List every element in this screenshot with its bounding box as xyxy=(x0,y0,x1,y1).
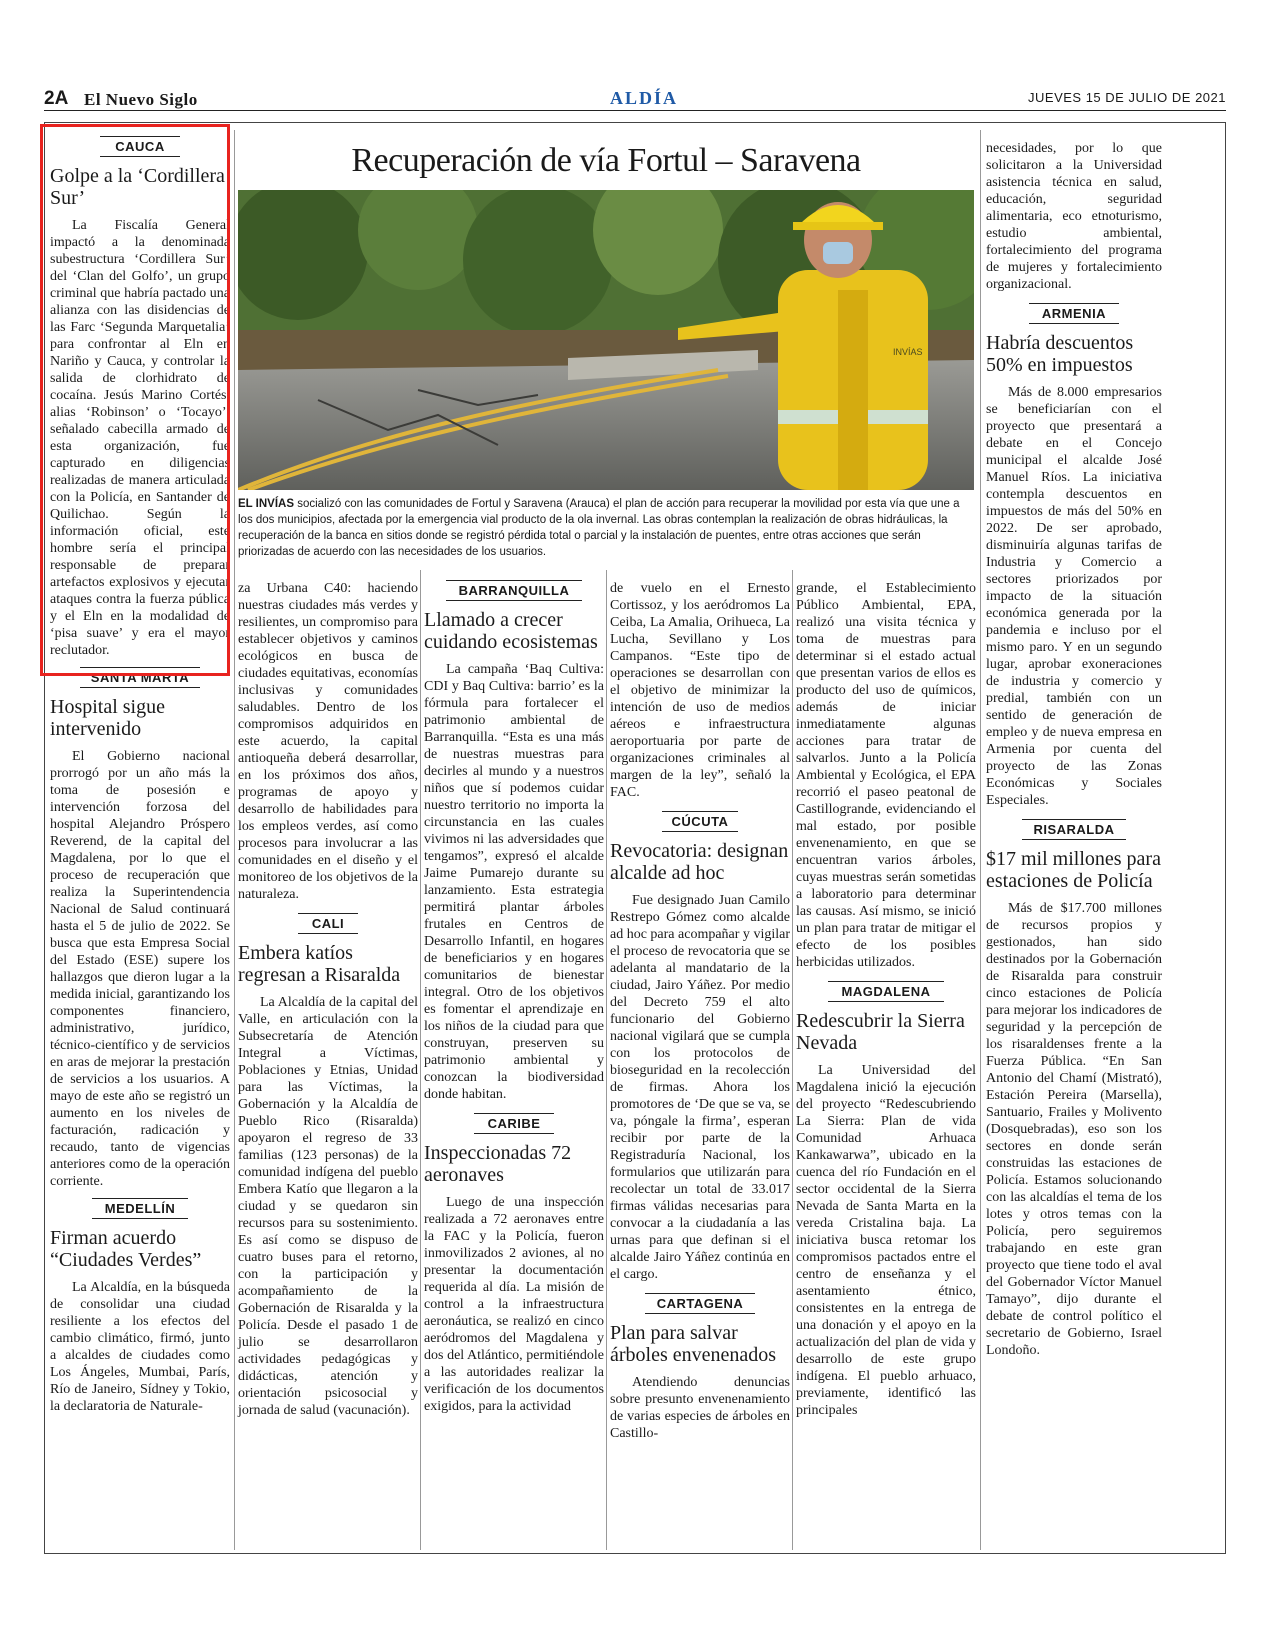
article-body: El Gobierno nacional prorrogó por un año más la toma de posesión e intervención forzosa del hospital Alejandro Próspero Reverend, de la capital del Magdalena, por lo que el proceso de recuperación que realiza la Superintendencia Nacional de Salud continuará hasta el 5 de julio de 2022. Se busca que esta Empresa Social del Estado (ESE) supere los hallazgos que dieron lugar a la medida inicial, garantizando los componentes financiero, administrativo, jurídico, técnico-científico y de servicios en aras de mejorar la prestación de servicios a los usuarios. A mayo de este año se registró un aumento en los niveles de facturación, radicación y recaudo, tanto de vigencias anteriores como de la operación corriente. xyxy=(50,749,230,1189)
article-label: CARTAGENA xyxy=(645,1293,755,1314)
caption-text: socializó con las comunidades de Fortul y Saravena (Arauca) el plan de acción para recuperar la movilidad por esta vía que une a los dos municipios, afectada por la emergencia vial producto de la ola invernal. Las obras contemplan la realización de obras hidráulicas, la recuperación de la banca en sitios donde se registró pérdida total o parcial y la instalación de puentes, entre otras acciones que serán priorizadas de acuerdo con las necesidades de los usuarios. xyxy=(238,498,960,558)
column-4 xyxy=(610,580,790,1442)
article-body: La campaña ‘Baq Cultiva: CDI y Baq Cultiva: barrio’ es la fórmula para fortalecer el patrimonio ambiental de Barranquilla. “Esta es una más de nuestras muestras para decirles al mundo y a nuestros niños que sí podemos cuidar nuestro territorio no importa la circunstancia en las cuales vivimos ni las adversidades que tengamos”, expresó el alcalde Jaime Pumarejo durante su lanzamiento. Esta estrategia permitirá plantar árboles frutales en Centros de Desarrollo Infantil, en hogares de beneficiarios y en hogares comunitarios de bienestar integral. Otro de los objetivos es fomentar el aprendizaje en los niños de la ciudad para que construyan, preserven su patrimonio ambiental y conozcan la biodiversidad donde habitan. xyxy=(424,662,604,1102)
article-label: BARRANQUILLA xyxy=(446,580,582,601)
article-cucuta xyxy=(610,811,790,1283)
column-2 xyxy=(238,580,418,1419)
article-body-continued: grande, el Establecimiento Público Ambiental, EPA, realizó una visita técnica y toma de muestras para determinar si el estado actual que presentan varios de ellos es producto del uso de químicos, además de iniciar inmediatamente algunas acciones para tratar de salvarlos. Junto a la Policía Ambiental y Ecológica, el EPA recorrió el paseo peatonal de Castillogrande, evidenciando el mal estado, por posible envenenamiento, en que se encuentran varios árboles, cuyas muestras serán sometidas a laboratorio para determinar las causas. Así mismo, se inició un plan para tratar de mitigar el efecto de los posibles herbicidas utilizados. xyxy=(796,581,976,970)
caption-lead: EL INVÍAS xyxy=(238,498,295,510)
page-number: 2A xyxy=(44,88,69,109)
column-5 xyxy=(796,580,976,1419)
article-cartagena xyxy=(610,1293,790,1442)
article-label: CALI xyxy=(298,913,358,934)
newspaper-name: El Nuevo Siglo xyxy=(84,90,198,109)
article-body: La Universidad del Magdalena inició la ejecución del proyecto “Redescubriendo La Sierra: Plan de vida Comunidad Arhuaca Kankawarwa”, ubicado en la cuenca del río Fundación en el sector occidental de la Sierra Nevada de Santa Marta en la vereda Cristalina baja. La iniciativa busca retomar los compromisos pactados entre el centro de enseñanza y el asentamiento étnico, consistentes en la entrega de una donación y el apoyo en la actualización del plan de vida y desarrollo de este grupo indígena. El pueblo arhuaco, previamente, identificó las principales xyxy=(796,1063,976,1418)
article-body: La Fiscalía General impactó a la denominada subestructura ‘Cordillera Sur’ del ‘Clan del Golfo’, un grupo criminal que habría pactado una alianza con las disidencias de las Farc ‘Segunda Marquetalia’ para confrontar al Eln en Nariño y Cauca, y controlar la salida de clorhidrato de cocaína. Jesús Marino Cortés, alias ‘Robinson’ o ‘Tocayo’, señalado cabecilla armado de esta organización, fue capturado en diligencias realizadas de manera articulada con la Policía, en Santander de Quilichao. Según la información oficial, este hombre sería el principal responsable de preparar artefactos explosivos y ejecutar ataques contra la fuerza pública y el Eln en la modalidad de ‘pisa suave’ y era el mayor reclutador. xyxy=(50,218,230,658)
article-label: CAUCA xyxy=(100,136,180,157)
issue-date: JUEVES 15 DE JULIO DE 2021 xyxy=(1028,90,1226,105)
column-3 xyxy=(424,570,604,1415)
header-rule xyxy=(44,110,1226,111)
article-caribe xyxy=(424,1113,604,1415)
column-6 xyxy=(986,140,1162,1359)
article-body: Más de 8.000 empresarios se beneficiarían con el proyecto que presentará a debate en el Concejo municipal el alcalde José Manuel Ríos. La iniciativa contempla descuentos en impuestos de más del 50% en 2022. De ser aprobado, disminuiría algunas tarifas de Industria y Comercio a sectores priorizados por impacto de la situación económica generada por la pandemia e incluso por el mismo paro. Y en un segundo lugar, aprobar exoneraciones de industria y comercio y predial, también con un sentido de generación de empleo y de nueva empresa en Armenia por cuenta del proyecto de las Zonas Económicas y Sociales Especiales. xyxy=(986,385,1162,808)
jacket-logo-text: INVÍAS xyxy=(893,347,923,357)
article-headline: Inspeccionadas 72 aeronaves xyxy=(424,1142,572,1186)
column-divider xyxy=(792,570,793,1550)
article-headline: Golpe a la ‘Cordillera Sur’ xyxy=(50,165,225,209)
article-body: Más de $17.700 millones de recursos propios y gestionados, han sido destinados por la Gobernación de Risaralda para construir cinco estaciones de Policía para mejorar los indicadores de seguridad y la percepción de los risaraldenses frente a la Fuerza Pública. “En San Antonio del Chamí (Mistrató), Estación Pereira (Marsella), Santuario, Frailes y Molivento (Dosquebradas), eso son los sectores en donde serán construidas las estaciones de Policía. Estamos solucionando con las alcaldías el tema de los lotes y otros temas con la Policía, pero seguiremos trabajando en este gran proyecto que tiene todo el aval del Gobernador Víctor Manuel Tamayo”, dijo durante el debate de control político el secretario de Gobierno, Israel Londoño. xyxy=(986,901,1162,1358)
article-body: Luego de una inspección realizada a 72 aeronaves entre la FAC y la Policía, fueron inmovilizados 2 aviones, al no presentar la documentación requerida al día. La misión de control a la infraestructura aeronáutica, se realizó en cinco aeródromos del Magdalena y dos del Atlántico, permitiéndole a las autoridades realizar la verificación de los documentos exigidos, para la actividad xyxy=(424,1195,604,1414)
photo-caption xyxy=(238,496,974,560)
article-headline: Revocatoria: designan alcalde ad hoc xyxy=(610,840,789,884)
column-divider xyxy=(234,570,235,1550)
article-body-continued: za Urbana C40: haciendo nuestras ciudades más verdes y resilientes, un compromiso para establecer objetivos y caminos ecológicos en busca de ciudades equitativas, economías inclusivas y comunidades saludables. Dentro de los compromisos adquiridos en este acuerdo, la capital antioqueña deberá desarrollar, en los próximos dos años, programas de apoyo y desarrollo de habilidades para los empleos verdes, así como procesos para involucrar a las comunidades en el diseño y el monitoreo de los objetivos de la naturaleza. xyxy=(238,581,418,902)
main-story-photo xyxy=(238,190,974,490)
article-headline: $17 mil millones para estaciones de Policía xyxy=(986,848,1161,892)
main-story-title: Recuperación de vía Fortul – Saravena xyxy=(351,142,861,179)
article-headline: Plan para salvar árboles envenenados xyxy=(610,1322,777,1366)
article-headline: Redescubrir la Sierra Nevada xyxy=(796,1010,965,1054)
article-label: SANTA MARTA xyxy=(80,667,200,688)
article-headline: Hospital sigue intervenido xyxy=(50,696,165,740)
article-headline: Firman acuerdo “Ciudades Verdes” xyxy=(50,1227,202,1271)
article-headline: Embera katíos regresan a Risaralda xyxy=(238,942,401,986)
article-headline: Llamado a crecer cuidando ecosistemas xyxy=(424,609,598,653)
column-divider xyxy=(420,570,421,1550)
column-divider xyxy=(980,130,981,1550)
article-risaralda xyxy=(986,819,1162,1359)
article-label: MEDELLÍN xyxy=(92,1198,188,1219)
article-body: La Alcaldía, en la búsqueda de consolidar una ciudad resiliente a los efectos del cambio climático, firmó, junto a alcaldes de ciudades como Los Ángeles, Mumbai, París, Río de Janeiro, Sídney y Tokio, la declaratoria de Naturale- xyxy=(50,1280,230,1414)
article-label: RISARALDA xyxy=(1022,819,1126,840)
article-medellin xyxy=(50,1198,230,1415)
article-body: Atendiendo denuncias sobre presunto envenenamiento de varias especies de árboles en Castillo- xyxy=(610,1375,790,1441)
article-body: La Alcaldía de la capital del Valle, en articulación con la Subsecretaría de Atención Integral a Víctimas, Poblaciones y Etnias, Unidad para las Víctimas, la Gobernación y la Alcaldía de Pueblo Rico (Risaralda) apoyaron el regreso de 33 familias (123 personas) de la comunidad indígena del pueblo Embera Katío que llegaron a la ciudad y se quedaron sin recursos para su sostenimiento. Es así como se dispuso de cuatro buses para el retorno, con la participación y acompañamiento de la Gobernación de Risaralda y la Policía. Desde el pasado 1 de julio se desarrollaron actividades pedagógicas y didácticas, atención y orientación psicosocial y jornada de salud (vacunación). xyxy=(238,995,418,1418)
article-label: ARMENIA xyxy=(1029,303,1119,324)
article-body-continued: de vuelo en el Ernesto Cortissoz, y los aeródromos La Ceiba, La Amalia, Orihueca, La Lucha, Sevillano y Los Campanos. “Este tipo de operaciones se desarrollan con el objetivo de minimizar la intención de uso de medios aéreos e infraestructura aeroportuaria por parte de organizaciones criminales al margen de la ley”, señaló la FAC. xyxy=(610,581,790,800)
article-label: MAGDALENA xyxy=(828,981,944,1002)
article-body: Fue designado Juan Camilo Restrepo Gómez como alcalde ad hoc para acompañar y vigilar el proceso de revocatoria que se adelanta al mandatario de la ciudad, Jairo Yáñez. Por medio del Decreto 759 el alto funcionario del Gobierno nacional vigilará que se cumpla con los protocolos de bioseguridad en la recolección de firmas. Ahora los promotores de ‘De que se va, se va, póngale la firma’, esperan recibir por parte de la Registraduría Nacional, los formularios que utilizarán para recolectar un total de 33.017 firmas válidas necesarias para convocar a la ciudadanía a las urnas para que definan si el alcalde Jairo Yáñez continúa en el cargo. xyxy=(610,893,790,1282)
article-armenia xyxy=(986,303,1162,809)
highlight-box xyxy=(40,124,230,676)
column-divider xyxy=(234,130,235,570)
article-barranquilla xyxy=(424,580,604,1103)
article-magdalena xyxy=(796,981,976,1419)
article-santa-marta xyxy=(50,667,230,1190)
road-repair-photo xyxy=(238,190,974,490)
article-label: CÚCUTA xyxy=(662,811,738,832)
article-cali xyxy=(238,913,418,1419)
article-label: CARIBE xyxy=(474,1113,554,1134)
article-body-continued: necesidades, por lo que solicitaron a la Universidad asistencia técnica en salud, educación, seguridad alimentaria, eco etnoturismo, estudio ambiental, fortalecimiento del programa de mujeres y fortalecimiento organizacional. xyxy=(986,141,1162,292)
column-divider xyxy=(606,570,607,1550)
section-name: ALDÍA xyxy=(609,88,678,108)
article-headline: Habría descuentos 50% en impuestos xyxy=(986,332,1134,376)
